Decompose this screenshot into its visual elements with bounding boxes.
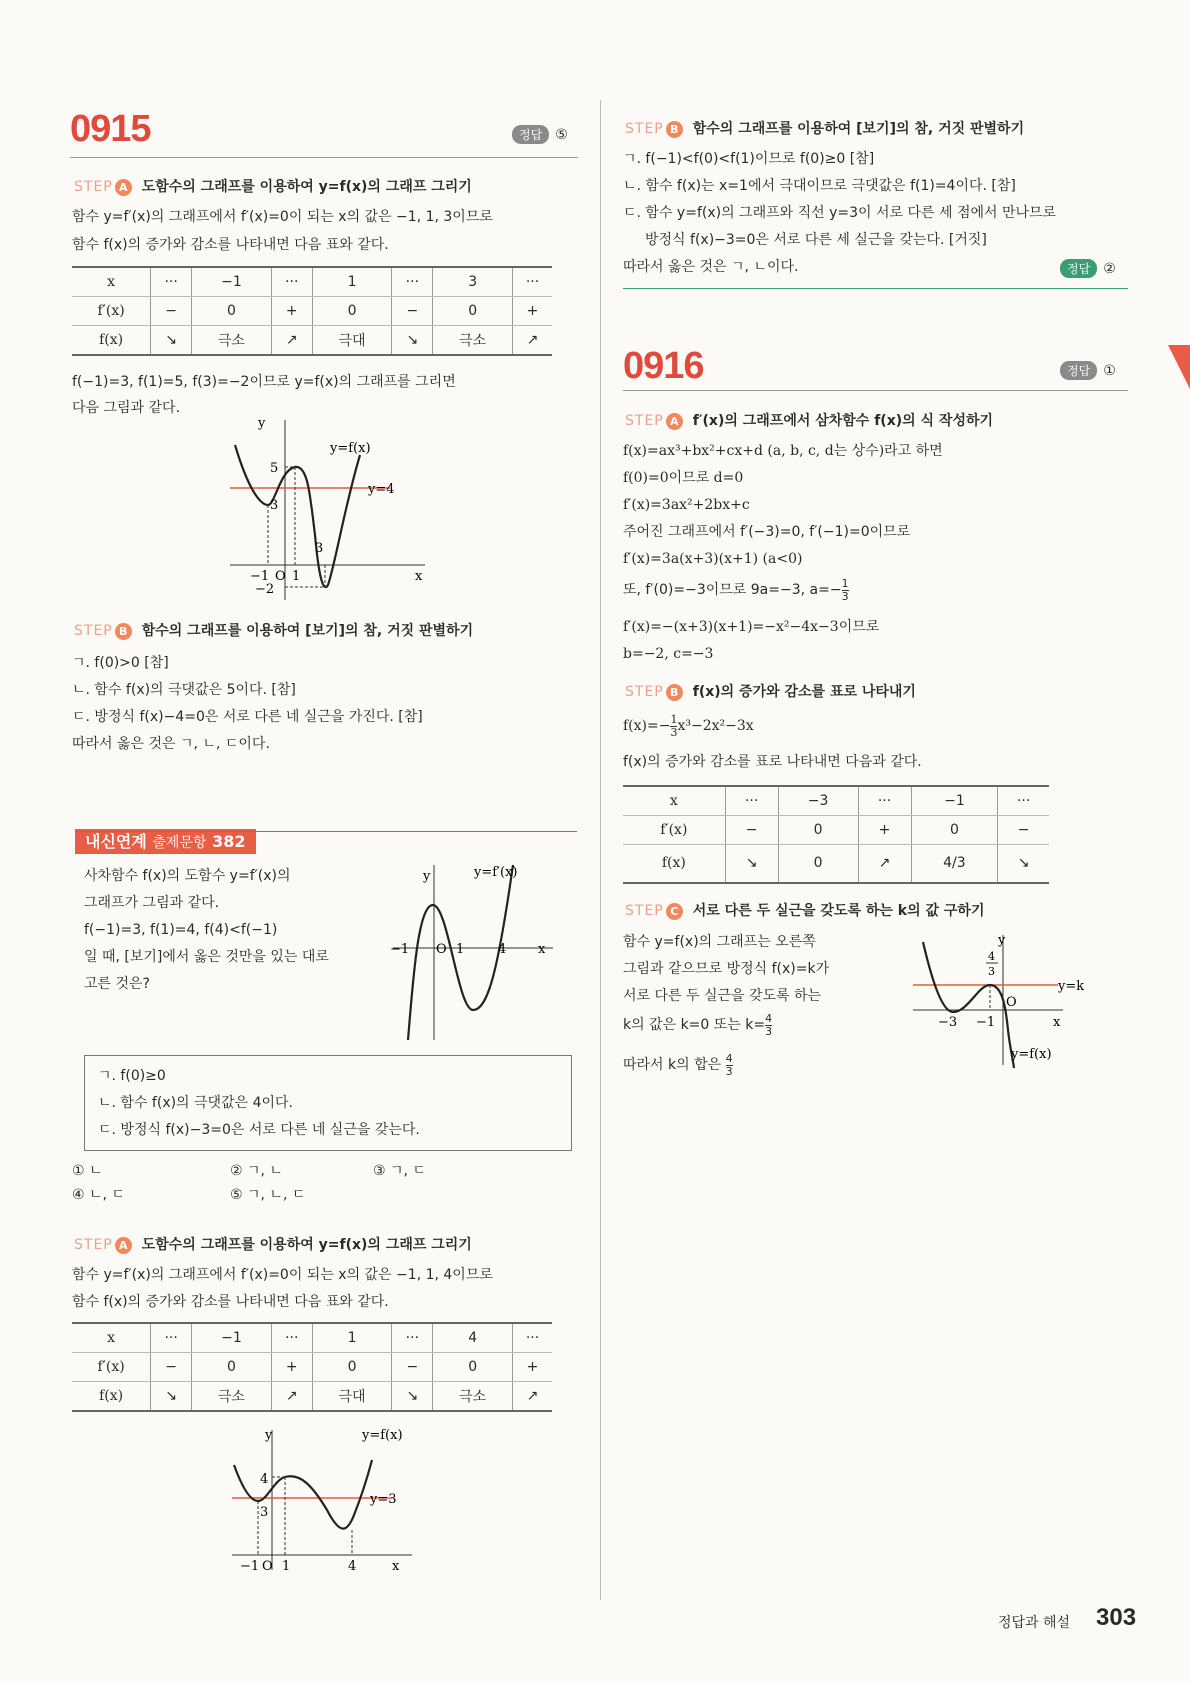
text-line: k의 값은 k=0 또는 k= $\frac{4}{3}$ — [623, 1011, 773, 1038]
problem-number-0916: 0916 — [623, 345, 704, 387]
x-tick: −3 — [938, 1015, 958, 1030]
graph-fprime-382 — [388, 860, 558, 1045]
y-label: y — [423, 869, 431, 884]
text-line: ㄱ. f(−1)<f(0)<f(1)이므로 f(0)≥0 [참] — [623, 151, 875, 167]
sign-table-382 — [72, 1322, 552, 1412]
column-divider — [600, 100, 601, 1600]
x-tick: 1 — [456, 942, 465, 957]
choice: ② ㄱ, ㄴ — [230, 1163, 283, 1179]
footer-label: 정답과 해설 — [998, 1615, 1071, 1631]
text-line: 주어진 그래프에서 f′(−3)=0, f′(−1)=0이므로 — [623, 524, 911, 540]
text-line: ㄱ. f(0)≥0 — [98, 1068, 166, 1084]
x-tick: 1 — [292, 569, 301, 584]
answer-number: ⑤ — [555, 127, 568, 143]
text-line: 함수 f(x)의 증가와 감소를 나타내면 다음 표와 같다. — [72, 1294, 389, 1310]
text-line: f(x)=ax³+bx²+cx+d (a, b, c, d는 상수)라고 하면 — [623, 443, 943, 459]
problem-number-0915: 0915 — [70, 108, 151, 150]
divider — [75, 831, 577, 832]
answer-badge: 정답 — [512, 125, 549, 144]
choice: ① ㄴ — [72, 1163, 103, 1179]
answer-0916: 정답 ① — [1060, 360, 1116, 380]
text-line: 다음 그림과 같다. — [72, 400, 181, 416]
text-line: 따라서 옳은 것은 ㄱ, ㄴ이다. — [623, 259, 799, 275]
y-label: y — [265, 1428, 273, 1443]
table-row: f(x) ↘ 극소 ↗ 극대 ↘ 극소 ↗ — [72, 1382, 552, 1412]
hline-label: y=4 — [368, 482, 395, 497]
text-line: f′(x)=−(x+3)(x+1)=−x²−4x−3이므로 — [623, 619, 880, 635]
text-line: f′(x)=3a(x+3)(x+1) (a<0) — [623, 551, 803, 567]
text-line: 함수 y=f′(x)의 그래프에서 f′(x)=0이 되는 x의 값은 −1, 1, 4이므로 — [72, 1267, 493, 1283]
page-edge-marker — [1168, 345, 1190, 389]
y-tick-num: 4 — [988, 950, 995, 963]
origin: O — [262, 1559, 273, 1574]
divider — [623, 288, 1128, 289]
x-tick: −1 — [390, 942, 410, 957]
step-a-heading: STEP A f′(x)의 그래프에서 삼차함수 f(x)의 식 작성하기 — [625, 413, 994, 429]
text-line: ㄱ. f(0)>0 [참] — [72, 655, 169, 671]
hline-label: y=3 — [370, 1492, 397, 1507]
text-line: 사차함수 f(x)의 도함수 y=f′(x)의 — [84, 868, 291, 884]
choice: ④ ㄴ, ㄷ — [72, 1187, 125, 1203]
y-tick: −2 — [255, 582, 275, 597]
table-row: x ··· −1 ··· 1 ··· 4 ··· — [72, 1323, 552, 1353]
x-label: x — [538, 942, 546, 957]
sign-table-0916 — [623, 785, 1049, 884]
divider — [70, 157, 578, 158]
text-line: 따라서 k의 합은 $\frac{4}{3}$ — [623, 1051, 733, 1078]
step-a-heading: STEP A 도함수의 그래프를 이용하여 y=f(x)의 그래프 그리기 — [74, 179, 472, 195]
text-line: 방정식 f(x)−3=0은 서로 다른 세 실근을 갖는다. [거짓] — [645, 232, 987, 248]
hline-label: y=k — [1058, 979, 1085, 994]
answer-0915 — [512, 124, 568, 144]
y-tick: 3 — [260, 1505, 269, 1520]
x-tick: −1 — [250, 569, 270, 584]
text-line: 함수 f(x)의 증가와 감소를 나타내면 다음 표와 같다. — [72, 237, 389, 253]
step-b-heading: STEP B 함수의 그래프를 이용하여 [보기]의 참, 거짓 판별하기 — [625, 121, 1025, 137]
x-tick: 4 — [348, 1559, 357, 1574]
text-line: 그래프가 그림과 같다. — [84, 895, 220, 911]
sign-table-0915 — [72, 266, 552, 356]
text-line: ㄷ. 함수 y=f(x)의 그래프와 직선 y=3이 서로 다른 세 점에서 만나므로 — [623, 205, 1057, 221]
text-line: f(0)=0이므로 d=0 — [623, 470, 744, 486]
x-tick: 4 — [498, 942, 507, 957]
table-row: x ··· −3 ··· −1 ··· — [623, 786, 1049, 816]
text-line: 서로 다른 두 실근을 갖도록 하는 — [623, 988, 822, 1004]
text-line: f′(x)=3ax²+2bx+c — [623, 497, 750, 513]
divider — [623, 390, 1128, 391]
x-tick: −1 — [240, 1559, 260, 1574]
page-number: 303 — [1096, 1604, 1137, 1631]
y-label: y — [258, 416, 266, 431]
origin: O — [275, 569, 286, 584]
x-label: x — [392, 1559, 400, 1574]
y-tick: 5 — [270, 461, 279, 476]
y-tick: 3 — [315, 541, 324, 556]
text-line: 고른 것은? — [84, 976, 150, 992]
table-row: f(x) ↘ 0 ↗ 4/3 ↘ — [623, 845, 1049, 883]
text-line: ㄴ. 함수 f(x)의 극댓값은 4이다. — [98, 1095, 293, 1111]
origin: O — [1006, 995, 1017, 1010]
linked-problem-tag: 내신연계 출제문항 382 — [75, 829, 256, 852]
curve-f — [235, 445, 360, 587]
y-label: y — [998, 933, 1006, 948]
curve-label: y=f′(x) — [474, 865, 518, 880]
svg-text:3: 3 — [240, 570, 241, 571]
text-line: ㄴ. 함수 f(x)는 x=1에서 극대이므로 극댓값은 f(1)=4이다. [참] — [623, 178, 1016, 194]
text-line: b=−2, c=−3 — [623, 646, 714, 662]
curve-label: y=f(x) — [1011, 1047, 1052, 1062]
graph-f-0915 — [220, 415, 450, 610]
answer-0915: 정답 ② — [1060, 258, 1116, 278]
text-line: f(x)의 증가와 감소를 표로 나타내면 다음과 같다. — [623, 754, 922, 770]
origin: O — [436, 942, 447, 957]
text-line: 함수 y=f′(x)의 그래프에서 f′(x)=0이 되는 x의 값은 −1, 1, 3이므로 — [72, 209, 493, 225]
table-row: f′(x) − 0 + 0 − 0 + — [72, 1353, 552, 1382]
table-row: f′(x) − 0 + 0 − — [623, 816, 1049, 845]
graph-f-0916 — [908, 930, 1103, 1070]
text-line: ㄷ. 방정식 f(x)−4=0은 서로 다른 네 실근을 가진다. [참] — [72, 709, 423, 725]
text-line: 함수 y=f(x)의 그래프는 오른쪽 — [623, 934, 816, 950]
choice: ③ ㄱ, ㄷ — [373, 1163, 426, 1179]
text-line: 또, f′(0)=−3이므로 9a=−3, a=− $\frac{1}{3}$ — [623, 576, 849, 603]
text-line: f(x)=− $\frac{1}{3}$ x³−2x²−3x — [623, 712, 754, 739]
choice: ⑤ ㄱ, ㄴ, ㄷ — [230, 1187, 306, 1203]
step-b-heading: STEP B 함수의 그래프를 이용하여 [보기]의 참, 거짓 판별하기 — [74, 623, 474, 639]
y-tick: 3 — [270, 498, 279, 513]
x-tick: 1 — [282, 1559, 291, 1574]
step-c-heading: STEP C 서로 다른 두 실근을 갖도록 하는 k의 값 구하기 — [625, 903, 985, 919]
x-label: x — [1053, 1015, 1061, 1030]
text-line: f(−1)=3, f(1)=4, f(4)<f(−1) — [84, 922, 278, 938]
table-row: x ··· −1 ··· 1 ··· 3 ··· — [72, 267, 552, 297]
text-line: 따라서 옳은 것은 ㄱ, ㄴ, ㄷ이다. — [72, 736, 270, 752]
table-row: f(x) ↘ 극소 ↗ 극대 ↘ 극소 ↗ — [72, 326, 552, 356]
table-row: f′(x) − 0 + 0 − 0 + — [72, 297, 552, 326]
y-tick-den: 3 — [988, 965, 995, 978]
y-tick: 4 — [260, 1472, 269, 1487]
text-line: f(−1)=3, f(1)=5, f(3)=−2이므로 y=f(x)의 그래프를 그리면 — [72, 374, 456, 390]
step-b-heading: STEP B f(x)의 증가와 감소를 표로 나타내기 — [625, 684, 916, 700]
x-label: x — [415, 569, 423, 584]
curve-label: y=f(x) — [362, 1428, 403, 1443]
text-line: 일 때, [보기]에서 옳은 것만을 있는 대로 — [84, 949, 329, 965]
text-line: ㄴ. 함수 f(x)의 극댓값은 5이다. [참] — [72, 682, 296, 698]
x-tick: −1 — [976, 1015, 996, 1030]
graph-f-382 — [222, 1425, 437, 1575]
text-line: ㄷ. 방정식 f(x)−3=0은 서로 다른 네 실근을 갖는다. — [98, 1122, 420, 1138]
step-a-heading: STEP A 도함수의 그래프를 이용하여 y=f(x)의 그래프 그리기 — [74, 1237, 472, 1253]
text-line: 그림과 같으므로 방정식 f(x)=k가 — [623, 961, 830, 977]
curve-label: y=f(x) — [330, 441, 371, 456]
